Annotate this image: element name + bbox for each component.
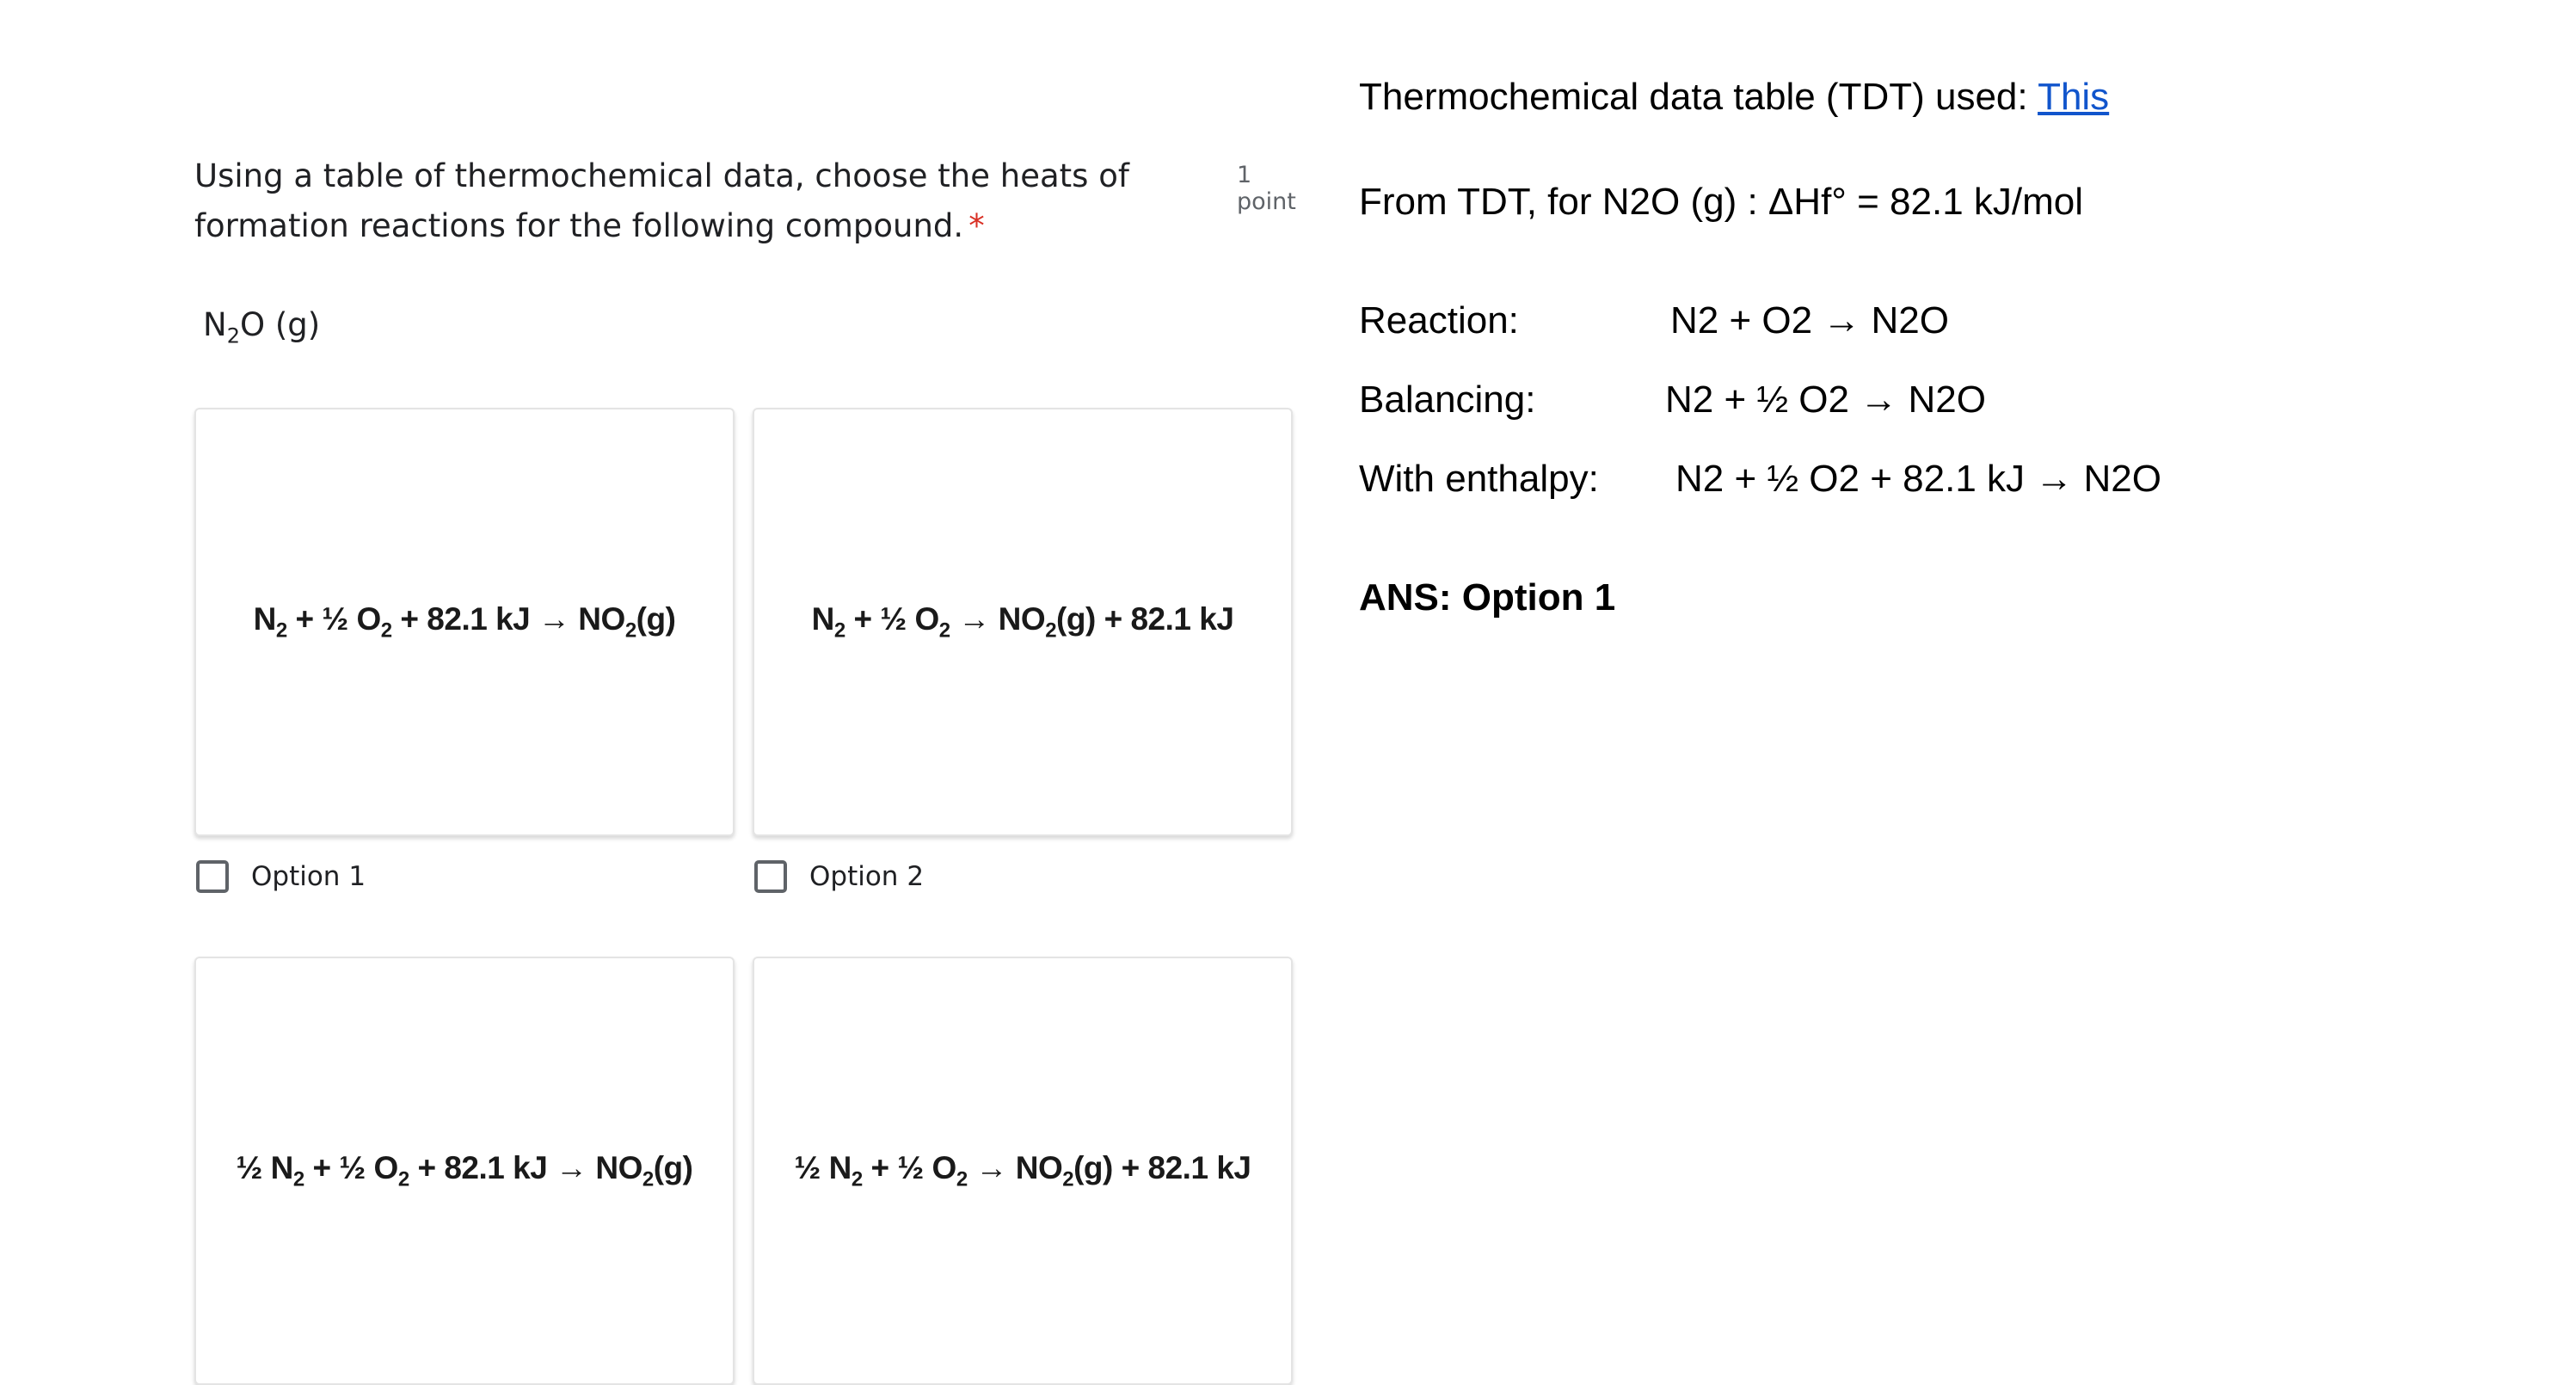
eq-subscript: 2 <box>292 1167 304 1191</box>
option-2-label: Option 2 <box>809 861 925 892</box>
enthalpy-value: N2 + ½ O2 + 82.1 kJ → N2O <box>1675 458 2161 500</box>
eq-subscript: 2 <box>624 619 636 643</box>
tdt-link[interactable]: This <box>2038 76 2110 118</box>
enthalpy-label: With enthalpy: <box>1359 458 1599 500</box>
option-1-image-card[interactable] <box>194 408 735 836</box>
points-label: 1 point <box>1237 162 1296 215</box>
eq-part: + ½ O <box>845 600 939 637</box>
option-4-image-card[interactable] <box>753 957 1293 1385</box>
option-1-checkbox[interactable] <box>196 860 229 893</box>
answer-line: ANS: Option 1 <box>1359 576 1616 619</box>
eq-part: (g) <box>636 600 676 637</box>
eq-subscript: 2 <box>833 619 845 643</box>
eq-part: N <box>253 600 276 637</box>
eq-part: → NO <box>967 1149 1063 1185</box>
form-question <box>194 151 1313 251</box>
option-2-checkbox[interactable] <box>754 860 787 893</box>
reaction-value: N2 + O2 → N2O <box>1670 299 1950 342</box>
eq-part: + ½ O <box>304 1149 398 1185</box>
eq-part: N <box>811 600 834 637</box>
eq-part: → NO <box>950 600 1046 637</box>
option-2-checkbox-row[interactable] <box>754 860 924 893</box>
compound-subscript: 2 <box>226 323 240 348</box>
option-4-equation <box>795 1150 1251 1191</box>
eq-part: + ½ O <box>862 1149 956 1185</box>
eq-subscript: 2 <box>956 1167 968 1191</box>
compound-formula <box>203 306 320 348</box>
from-tdt-line: From TDT, for N2O (g) : ΔHf° = 82.1 kJ/mol <box>1359 181 2084 223</box>
eq-part: ½ N <box>794 1149 851 1185</box>
compound-part: O (g) <box>239 306 321 343</box>
question-title <box>194 151 1227 251</box>
reaction-label: Reaction: <box>1359 299 1519 342</box>
option-1-label: Option 1 <box>251 861 366 892</box>
eq-subscript: 2 <box>380 619 392 643</box>
eq-part: (g) <box>653 1149 693 1185</box>
eq-part: + 82.1 kJ → NO <box>391 600 625 637</box>
option-3-image-card[interactable] <box>194 957 735 1385</box>
option-2-image-card[interactable] <box>753 408 1293 836</box>
balancing-value: N2 + ½ O2 → N2O <box>1665 379 1986 421</box>
eq-subscript: 2 <box>1062 1167 1074 1191</box>
option-3-equation <box>237 1150 693 1191</box>
eq-subscript: 2 <box>397 1167 409 1191</box>
tdt-source-text: Thermochemical data table (TDT) used: <box>1359 76 2038 118</box>
option-2-equation <box>812 601 1234 643</box>
tdt-source-line <box>1359 76 2109 119</box>
eq-part: (g) + 82.1 kJ <box>1073 1149 1251 1185</box>
required-asterisk: * <box>968 207 985 244</box>
balancing-label: Balancing: <box>1359 379 1536 421</box>
eq-subscript: 2 <box>851 1167 863 1191</box>
eq-subscript: 2 <box>938 619 950 643</box>
option-1-checkbox-row[interactable] <box>196 860 366 893</box>
eq-subscript: 2 <box>642 1167 654 1191</box>
compound-part: N <box>203 306 227 343</box>
eq-subscript: 2 <box>275 619 287 643</box>
eq-part: ½ N <box>236 1149 293 1185</box>
question-title-text: Using a table of thermochemical data, choose the heats of formation reactions for the following compound. <box>194 157 1129 244</box>
option-1-equation <box>254 601 676 643</box>
eq-part: + 82.1 kJ → NO <box>409 1149 642 1185</box>
eq-subscript: 2 <box>1045 619 1057 643</box>
eq-part: + ½ O <box>286 600 381 637</box>
eq-part: (g) + 82.1 kJ <box>1056 600 1234 637</box>
